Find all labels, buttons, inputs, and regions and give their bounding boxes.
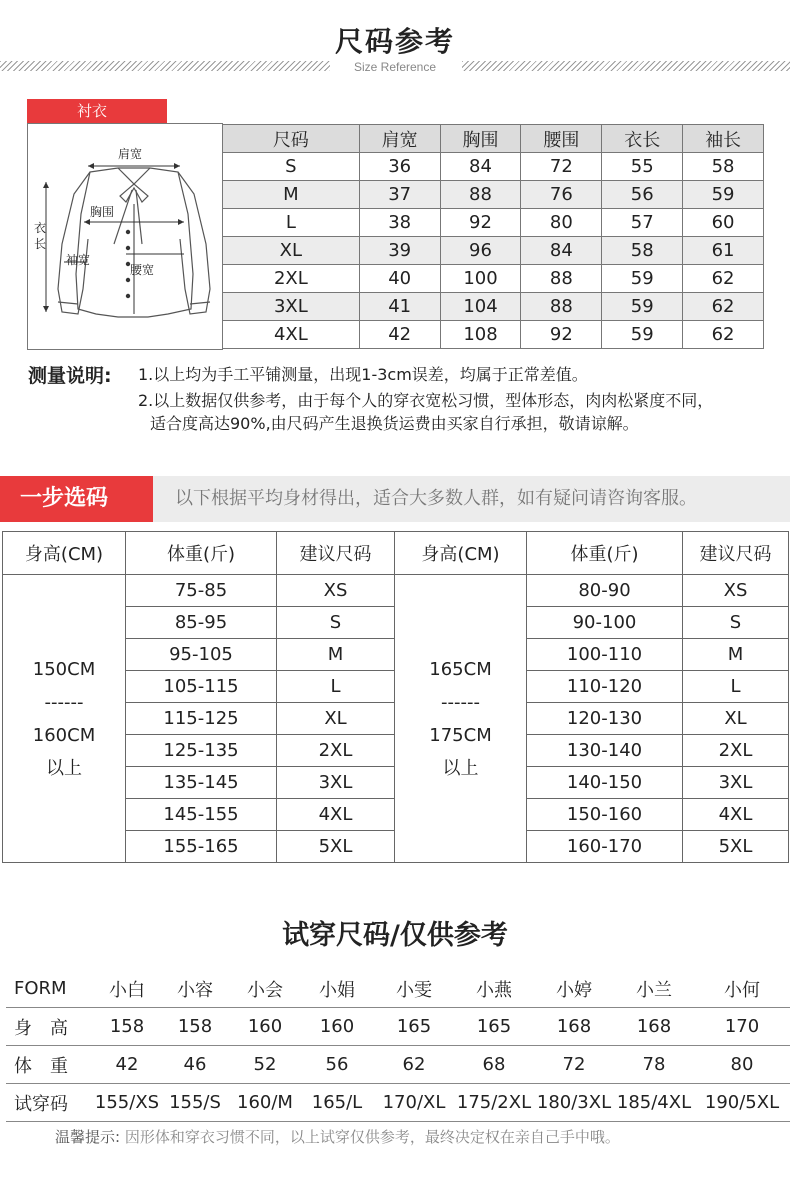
label-length-2: 长 — [34, 237, 47, 251]
tryon-cell: 160 — [300, 1008, 374, 1046]
pick-weight-cell: 130-140 — [527, 735, 683, 767]
pick-weight-cell: 95-105 — [126, 639, 277, 671]
tryon-cell: 42 — [94, 1046, 160, 1084]
tryon-title: 试穿尺码/仅供参考 — [282, 920, 508, 951]
pick-size-cell: 4XL — [277, 799, 395, 831]
page-title: 尺码参考 — [334, 25, 455, 58]
tryon-cell: 78 — [614, 1046, 694, 1084]
tryon-row-label: 体 重 — [6, 1046, 94, 1084]
label-length-1: 衣 — [34, 221, 47, 235]
size-cell: 59 — [602, 265, 683, 293]
pick-size-cell: S — [277, 607, 395, 639]
tryon-cell: 158 — [94, 1008, 160, 1046]
size-cell: 88 — [521, 293, 602, 321]
pick-weight-cell: 105-115 — [126, 671, 277, 703]
tryon-cell: 小何 — [694, 970, 790, 1008]
pick-header-cell: 体重(斤) — [527, 532, 683, 575]
tryon-cell: 小燕 — [454, 970, 534, 1008]
size-cell: 84 — [440, 153, 521, 181]
tryon-cell: 168 — [614, 1008, 694, 1046]
tryon-size-row — [6, 1084, 790, 1122]
pick-weight-cell: 135-145 — [126, 767, 277, 799]
tryon-row-label: 试穿码 — [6, 1084, 94, 1122]
tryon-cell: 160/M — [230, 1084, 300, 1122]
size-cell: 60 — [683, 209, 764, 237]
pick-size-cell: 5XL — [277, 831, 395, 863]
tryon-weight-row — [6, 1046, 790, 1084]
tryon-cell: 小婷 — [534, 970, 614, 1008]
tryon-table — [6, 970, 790, 1122]
pick-size-cell: M — [277, 639, 395, 671]
pick-left-height — [3, 575, 126, 863]
size-cell: 72 — [521, 153, 602, 181]
pick-header-cell: 体重(斤) — [126, 532, 277, 575]
tryon-cell: 小娟 — [300, 970, 374, 1008]
size-cell: S — [223, 153, 360, 181]
size-cell: 92 — [440, 209, 521, 237]
size-cell: 88 — [521, 265, 602, 293]
label-waist: 腰宽 — [130, 263, 155, 277]
size-cell: 37 — [359, 181, 440, 209]
pick-weight-cell: 115-125 — [126, 703, 277, 735]
size-cell: 58 — [683, 153, 764, 181]
size-cell: 40 — [359, 265, 440, 293]
size-row — [223, 153, 764, 181]
tryon-cell: 170 — [694, 1008, 790, 1046]
size-row — [223, 321, 764, 349]
size-cell: 55 — [602, 153, 683, 181]
tryon-cell: 52 — [230, 1046, 300, 1084]
pick-size-cell: 4XL — [683, 799, 789, 831]
tryon-cell: 155/S — [160, 1084, 230, 1122]
tryon-cell: 80 — [694, 1046, 790, 1084]
pick-right-height-line: 以上 — [442, 757, 479, 779]
shirt-illustration — [28, 124, 222, 349]
label-shoulder: 肩宽 — [118, 147, 143, 161]
pick-weight-cell: 110-120 — [527, 671, 683, 703]
size-cell: 108 — [440, 321, 521, 349]
size-cell: M — [223, 181, 360, 209]
size-cell: 59 — [602, 321, 683, 349]
size-cell: 41 — [359, 293, 440, 321]
pick-size-cell: 2XL — [277, 735, 395, 767]
size-cell: 80 — [521, 209, 602, 237]
pick-weight-cell: 150-160 — [527, 799, 683, 831]
pick-size-cell: L — [277, 671, 395, 703]
size-cell: 84 — [521, 237, 602, 265]
pick-weight-cell: 145-155 — [126, 799, 277, 831]
hatch-divider-right — [462, 61, 790, 71]
pick-weight-cell: 120-130 — [527, 703, 683, 735]
pick-size-cell: 5XL — [683, 831, 789, 863]
size-cell: 59 — [683, 181, 764, 209]
size-header-cell: 胸围 — [440, 125, 521, 153]
size-cell: 88 — [440, 181, 521, 209]
tryon-cell: 165 — [374, 1008, 454, 1046]
size-cell: 62 — [683, 321, 764, 349]
size-row — [223, 237, 764, 265]
tryon-cell: 46 — [160, 1046, 230, 1084]
size-cell: 76 — [521, 181, 602, 209]
note-line-3: 适合度高达90%,由尺码产生退换货运费由买家自行承担，敬请谅解。 — [150, 414, 639, 433]
tryon-cell: 160 — [230, 1008, 300, 1046]
size-row — [223, 265, 764, 293]
pick-weight-cell: 75-85 — [126, 575, 277, 607]
label-chest: 胸围 — [90, 205, 115, 219]
size-cell: 104 — [440, 293, 521, 321]
size-cell: 36 — [359, 153, 440, 181]
tryon-cell: 165 — [454, 1008, 534, 1046]
size-cell: 61 — [683, 237, 764, 265]
pick-header-row — [3, 532, 789, 575]
pick-size-cell: 3XL — [683, 767, 789, 799]
tryon-header-row — [6, 970, 790, 1008]
page-subtitle: Size Reference — [353, 60, 437, 74]
tryon-cell: 185/4XL — [614, 1084, 694, 1122]
pick-weight-cell: 80-90 — [527, 575, 683, 607]
tryon-cell: 小兰 — [614, 970, 694, 1008]
size-cell: 59 — [602, 293, 683, 321]
size-cell: 39 — [359, 237, 440, 265]
pick-size-cell: 3XL — [277, 767, 395, 799]
pick-left-height-line: 150CM — [32, 658, 96, 680]
size-cell: L — [223, 209, 360, 237]
pick-right-height-line: 175CM — [429, 724, 492, 746]
pick-size-cell: L — [683, 671, 789, 703]
size-header-cell: 腰围 — [521, 125, 602, 153]
size-row — [223, 209, 764, 237]
size-cell: 56 — [602, 181, 683, 209]
tryon-cell: 165/L — [300, 1084, 374, 1122]
tryon-row-label: 身 高 — [6, 1008, 94, 1046]
tryon-height-row — [6, 1008, 790, 1046]
pick-left-height-line: 以上 — [46, 757, 82, 779]
size-cell: 3XL — [223, 293, 360, 321]
size-cell: XL — [223, 237, 360, 265]
pick-right-height-line: 165CM — [429, 658, 492, 680]
pick-weight-cell: 90-100 — [527, 607, 683, 639]
tryon-cell: 175/2XL — [454, 1084, 534, 1122]
size-row — [223, 293, 764, 321]
size-cell: 100 — [440, 265, 521, 293]
size-header-row — [223, 125, 764, 153]
size-cell: 42 — [359, 321, 440, 349]
size-cell: 38 — [359, 209, 440, 237]
tip-note — [55, 1126, 620, 1147]
tip-text: 因形体和穿衣习惯不同，以上试穿仅供参考，最终决定权在亲自己手中哦。 — [124, 1128, 620, 1146]
shirt-measure-figure — [27, 123, 223, 350]
size-row — [223, 181, 764, 209]
tryon-cell: 小白 — [94, 970, 160, 1008]
pick-size-cell: XS — [683, 575, 789, 607]
tryon-cell: 68 — [454, 1046, 534, 1084]
pick-weight-cell: 100-110 — [527, 639, 683, 671]
size-cell: 96 — [440, 237, 521, 265]
tryon-cell: 158 — [160, 1008, 230, 1046]
tryon-cell: 小雯 — [374, 970, 454, 1008]
note-line-2: 2.以上数据仅供参考，由于每个人的穿衣宽松习惯，型体形态，肉肉松紧度不同， — [138, 391, 714, 410]
tryon-cell: 180/3XL — [534, 1084, 614, 1122]
pick-size-table — [2, 531, 789, 863]
pick-size-cell: S — [683, 607, 789, 639]
tryon-cell: 168 — [534, 1008, 614, 1046]
tryon-cell: 62 — [374, 1046, 454, 1084]
size-cell: 4XL — [223, 321, 360, 349]
pick-weight-cell: 125-135 — [126, 735, 277, 767]
pick-size-cell: M — [683, 639, 789, 671]
tryon-cell: 56 — [300, 1046, 374, 1084]
tryon-cell: 小容 — [160, 970, 230, 1008]
tryon-cell: 155/XS — [94, 1084, 160, 1122]
shirt-size-table — [222, 124, 764, 349]
pick-left-height-line: ------ — [44, 691, 84, 713]
label-sleeve: 袖宽 — [66, 253, 91, 267]
size-cell: 58 — [602, 237, 683, 265]
pick-header-cell: 建议尺码 — [277, 532, 395, 575]
pick-size-cell: XL — [277, 703, 395, 735]
shirt-tab: 衬衣 — [27, 99, 167, 123]
tryon-cell: 小会 — [230, 970, 300, 1008]
tryon-row-label: FORM — [6, 970, 94, 1008]
size-cell: 62 — [683, 265, 764, 293]
size-cell: 62 — [683, 293, 764, 321]
size-cell: 92 — [521, 321, 602, 349]
pick-weight-cell: 155-165 — [126, 831, 277, 863]
size-cell: 57 — [602, 209, 683, 237]
size-header-cell: 袖长 — [683, 125, 764, 153]
size-header-cell: 尺码 — [223, 125, 360, 153]
pick-header-cell: 身高(CM) — [3, 532, 126, 575]
pick-header-cell: 建议尺码 — [683, 532, 789, 575]
note-line-1: 1.以上均为手工平铺测量，出现1-3cm误差，均属于正常差值。 — [138, 365, 588, 384]
pick-weight-cell: 140-150 — [527, 767, 683, 799]
pick-right-height-line: ------ — [441, 691, 480, 713]
tryon-cell: 170/XL — [374, 1084, 454, 1122]
pick-row — [3, 575, 789, 607]
pick-section-title: 一步选码 — [0, 476, 153, 522]
size-header-cell: 衣长 — [602, 125, 683, 153]
tip-label: 温馨提示: — [55, 1128, 121, 1146]
pick-size-cell: XS — [277, 575, 395, 607]
size-cell: 2XL — [223, 265, 360, 293]
notes-label: 测量说明: — [28, 365, 112, 387]
tryon-cell: 190/5XL — [694, 1084, 790, 1122]
size-header-cell: 肩宽 — [359, 125, 440, 153]
pick-size-cell: 2XL — [683, 735, 789, 767]
pick-size-cell: XL — [683, 703, 789, 735]
pick-left-height-line: 160CM — [32, 724, 96, 746]
pick-right-height — [395, 575, 527, 863]
pick-weight-cell: 160-170 — [527, 831, 683, 863]
tryon-cell: 72 — [534, 1046, 614, 1084]
pick-weight-cell: 85-95 — [126, 607, 277, 639]
pick-section-subtitle: 以下根据平均身材得出，适合大多数人群，如有疑问请咨询客服。 — [175, 488, 697, 509]
pick-header-cell: 身高(CM) — [395, 532, 527, 575]
